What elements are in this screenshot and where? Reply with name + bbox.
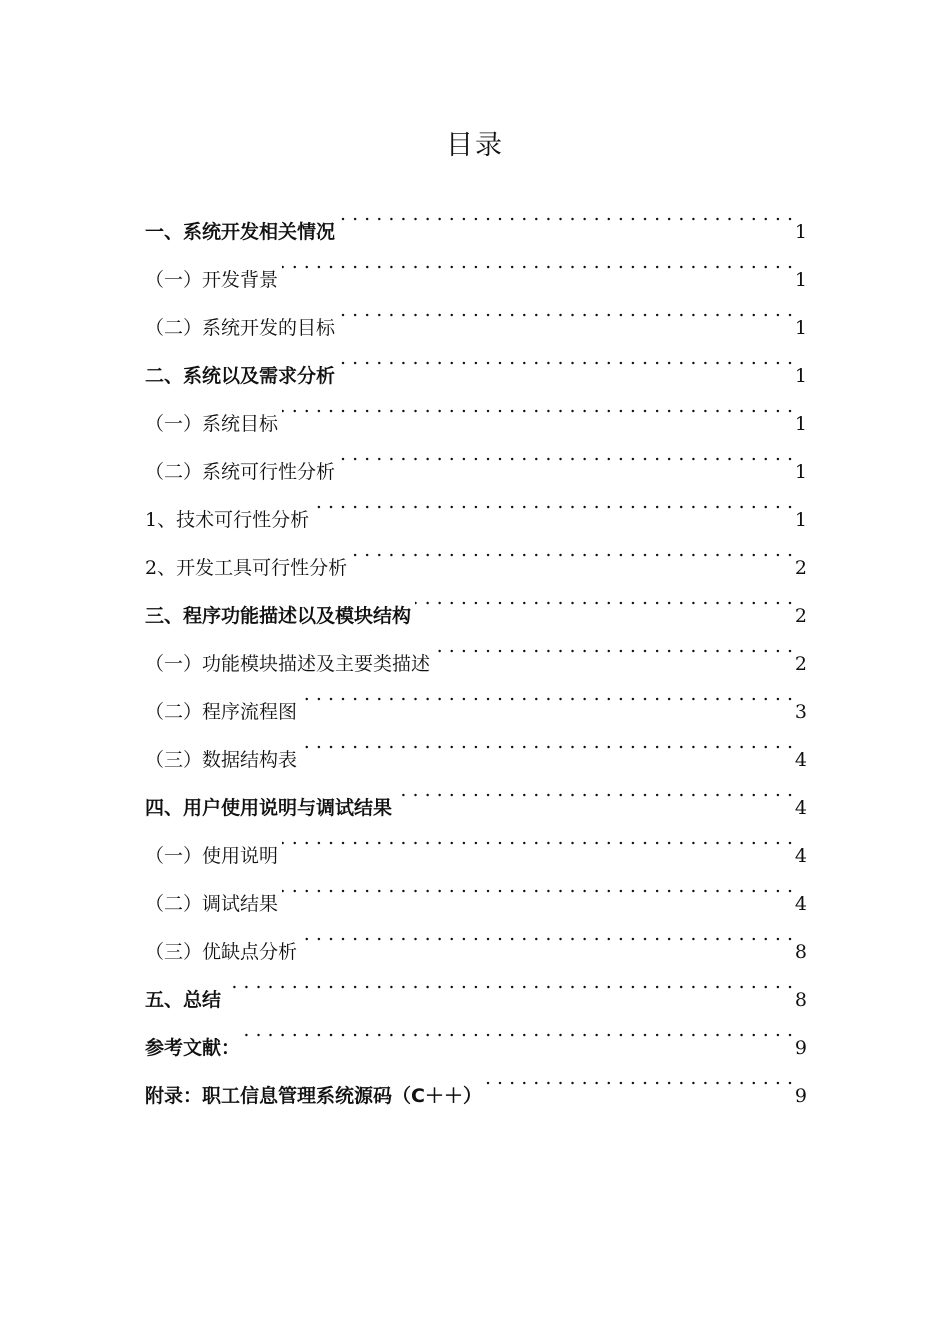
toc-entry-text: （二）调试结果 (145, 893, 279, 915)
toc-entry[interactable] (145, 1054, 807, 1107)
toc-entry-text: 二、系统以及需求分析 (145, 365, 336, 387)
toc-entry-text: （三）数据结构表 (145, 749, 298, 771)
toc-page-number: 1 (794, 413, 807, 435)
toc-dot-leader (301, 718, 793, 766)
toc-entry-text: （一）系统目标 (145, 413, 279, 435)
toc-page-number: 8 (794, 989, 807, 1011)
toc-page-number: 9 (794, 1037, 807, 1059)
toc-page-number: 2 (794, 653, 807, 675)
toc-dot-leader (225, 958, 793, 1006)
toc-page-number: 9 (794, 1085, 807, 1107)
toc-page-number: 4 (794, 893, 807, 915)
toc-entry-text: 1、技术可行性分析 (145, 509, 310, 531)
toc-dot-leader (339, 334, 793, 382)
toc-entry-text: （三）优缺点分析 (145, 941, 298, 963)
toc-dot-leader (301, 670, 793, 718)
toc-entry[interactable] (145, 1006, 807, 1059)
toc-page-number: 1 (794, 269, 807, 291)
toc-dot-leader (339, 286, 793, 334)
toc-entry[interactable] (145, 190, 807, 243)
toc-entry-text: 一、系统开发相关情况 (145, 221, 336, 243)
toc-entry-text: （二）系统开发的目标 (145, 317, 336, 339)
toc-dot-leader (486, 1054, 793, 1102)
toc-page-number: 2 (794, 605, 807, 627)
toc-dot-leader (339, 190, 793, 238)
toc-dot-leader (301, 910, 793, 958)
page-title: 目录 (446, 130, 504, 162)
toc-page-number: 4 (794, 797, 807, 819)
toc-entry-text: 2、开发工具可行性分析 (145, 557, 348, 579)
toc-entry-text: （一）功能模块描述及主要类描述 (145, 653, 431, 675)
toc-page-number: 1 (794, 221, 807, 243)
toc-entry-text: 五、总结 (145, 989, 222, 1011)
toc-dot-leader (282, 814, 793, 862)
toc-entry-text: 三、程序功能描述以及模块结构 (145, 605, 412, 627)
toc-page-number: 4 (794, 845, 807, 867)
table-of-contents (145, 190, 807, 1107)
toc-dot-leader (282, 238, 793, 286)
toc-entry-text: 参考文献： (145, 1037, 241, 1059)
toc-page-number: 1 (794, 509, 807, 531)
toc-entry-text: 附录：职工信息管理系统源码（C＋＋） (145, 1085, 482, 1107)
toc-page-number: 3 (794, 701, 807, 723)
toc-page-number: 8 (794, 941, 807, 963)
toc-dot-leader (313, 478, 793, 526)
toc-page-number: 1 (794, 317, 807, 339)
toc-entry[interactable] (145, 958, 807, 1011)
toc-entry-text: （一）使用说明 (145, 845, 279, 867)
toc-page-number: 4 (794, 749, 807, 771)
toc-dot-leader (339, 430, 793, 478)
toc-dot-leader (244, 1006, 793, 1054)
toc-dot-leader (396, 766, 793, 814)
toc-dot-leader (282, 382, 793, 430)
toc-dot-leader (434, 622, 793, 670)
toc-entry-text: （二）系统可行性分析 (145, 461, 336, 483)
toc-page-number: 2 (794, 557, 807, 579)
toc-page-number: 1 (794, 365, 807, 387)
toc-entry-text: 四、用户使用说明与调试结果 (145, 797, 393, 819)
toc-entry-text: （二）程序流程图 (145, 701, 298, 723)
toc-page-number: 1 (794, 461, 807, 483)
toc-entry-text: （一）开发背景 (145, 269, 279, 291)
toc-dot-leader (282, 862, 793, 910)
toc-dot-leader (415, 574, 793, 622)
toc-dot-leader (351, 526, 793, 574)
